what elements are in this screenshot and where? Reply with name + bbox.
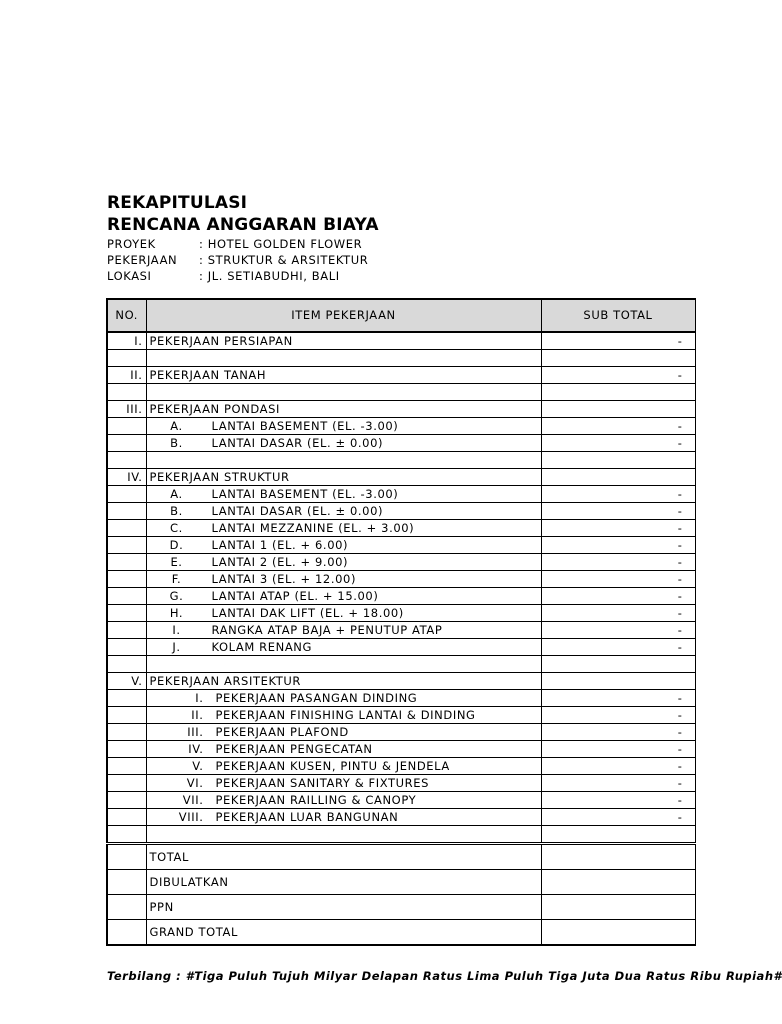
row-item bbox=[146, 826, 541, 844]
footer-number bbox=[107, 920, 146, 946]
row-subtotal: - bbox=[541, 332, 695, 350]
row-subtotal: - bbox=[541, 588, 695, 605]
sub-item-label: LANTAI ATAP (EL. + 15.00) bbox=[211, 588, 379, 603]
row-subtotal: - bbox=[541, 758, 695, 775]
table-row bbox=[107, 350, 695, 367]
row-number bbox=[107, 350, 146, 367]
sub-item-label: PEKERJAAN PLAFOND bbox=[215, 724, 349, 739]
sub-item-label: PEKERJAAN LUAR BANGUNAN bbox=[215, 809, 399, 824]
table-row bbox=[107, 588, 695, 605]
row-number: V. bbox=[107, 673, 146, 690]
row-item bbox=[146, 792, 541, 809]
footer-number bbox=[107, 895, 146, 920]
table-row bbox=[107, 537, 695, 554]
table-row bbox=[107, 520, 695, 537]
footer-value bbox=[541, 870, 695, 895]
footer-row bbox=[107, 920, 695, 946]
sub-item-label: LANTAI DASAR (EL. ± 0.00) bbox=[211, 435, 384, 450]
table-row bbox=[107, 332, 695, 350]
sub-item-code: C. bbox=[170, 520, 183, 535]
table-row bbox=[107, 809, 695, 826]
recap-table bbox=[106, 298, 696, 946]
table-row bbox=[107, 758, 695, 775]
footer-label: DIBULATKAN bbox=[146, 870, 541, 895]
row-number bbox=[107, 792, 146, 809]
table-row bbox=[107, 792, 695, 809]
table-body bbox=[107, 332, 695, 945]
sub-item-code: J. bbox=[172, 639, 181, 654]
row-subtotal bbox=[541, 401, 695, 418]
row-item bbox=[146, 435, 541, 452]
row-number bbox=[107, 724, 146, 741]
footer-row bbox=[107, 895, 695, 920]
sub-item-label: PEKERJAAN PASANGAN DINDING bbox=[215, 690, 418, 705]
row-item bbox=[146, 639, 541, 656]
row-number bbox=[107, 775, 146, 792]
table-row bbox=[107, 418, 695, 435]
info-value: : JL. SETIABUDHI, BALI bbox=[199, 269, 340, 283]
row-item: PEKERJAAN TANAH bbox=[146, 367, 541, 384]
table-row bbox=[107, 656, 695, 673]
row-item bbox=[146, 741, 541, 758]
row-number bbox=[107, 520, 146, 537]
sub-item-label: LANTAI BASEMENT (EL. -3.00) bbox=[211, 418, 399, 433]
row-subtotal: - bbox=[541, 741, 695, 758]
row-item bbox=[146, 758, 541, 775]
row-item bbox=[146, 656, 541, 673]
row-subtotal: - bbox=[541, 690, 695, 707]
row-item bbox=[146, 418, 541, 435]
row-subtotal bbox=[541, 673, 695, 690]
footer-row bbox=[107, 844, 695, 870]
info-label: PEKERJAAN bbox=[107, 253, 178, 267]
terbilang-text: Terbilang : #Tiga Puluh Tujuh Milyar Delapan Ratus Lima Puluh Tiga Juta Dua Ratus Ribu Rupiah# bbox=[107, 969, 782, 983]
row-subtotal: - bbox=[541, 707, 695, 724]
row-number: II. bbox=[107, 367, 146, 384]
info-value: : STRUKTUR & ARSITEKTUR bbox=[199, 253, 369, 267]
sub-item-code: V. bbox=[192, 758, 204, 773]
row-item bbox=[146, 537, 541, 554]
row-item bbox=[146, 554, 541, 571]
sub-item-code: A. bbox=[170, 418, 183, 433]
row-item bbox=[146, 520, 541, 537]
sub-item-label: LANTAI DAK LIFT (EL. + 18.00) bbox=[211, 605, 404, 620]
sub-item-code: III. bbox=[187, 724, 204, 739]
row-number bbox=[107, 452, 146, 469]
row-subtotal bbox=[541, 826, 695, 844]
table-row bbox=[107, 571, 695, 588]
footer-value bbox=[541, 920, 695, 946]
footer-number bbox=[107, 870, 146, 895]
row-subtotal: - bbox=[541, 537, 695, 554]
row-item bbox=[146, 707, 541, 724]
row-number bbox=[107, 809, 146, 826]
row-number bbox=[107, 639, 146, 656]
table-row bbox=[107, 486, 695, 503]
table-row bbox=[107, 367, 695, 384]
sub-item-label: LANTAI 3 (EL. + 12.00) bbox=[211, 571, 357, 586]
footer-label: GRAND TOTAL bbox=[146, 920, 541, 946]
sub-item-code: I. bbox=[172, 622, 181, 637]
table-header-row bbox=[107, 299, 695, 332]
sub-item-code: F. bbox=[171, 571, 182, 586]
footer-label: PPN bbox=[146, 895, 541, 920]
table-row bbox=[107, 673, 695, 690]
row-number bbox=[107, 707, 146, 724]
row-item bbox=[146, 724, 541, 741]
row-number bbox=[107, 435, 146, 452]
header-item: ITEM PEKERJAAN bbox=[146, 299, 541, 332]
table-row bbox=[107, 775, 695, 792]
info-label: PROYEK bbox=[107, 237, 156, 251]
document-subtitle: RENCANA ANGGARAN BIAYA bbox=[107, 215, 379, 235]
row-subtotal: - bbox=[541, 639, 695, 656]
table-row bbox=[107, 384, 695, 401]
row-subtotal bbox=[541, 350, 695, 367]
row-subtotal: - bbox=[541, 792, 695, 809]
table-row bbox=[107, 435, 695, 452]
row-number bbox=[107, 758, 146, 775]
row-subtotal: - bbox=[541, 571, 695, 588]
row-subtotal: - bbox=[541, 435, 695, 452]
row-subtotal: - bbox=[541, 622, 695, 639]
row-subtotal: - bbox=[541, 724, 695, 741]
table-row bbox=[107, 469, 695, 486]
row-number bbox=[107, 537, 146, 554]
row-subtotal bbox=[541, 656, 695, 673]
sub-item-code: E. bbox=[170, 554, 183, 569]
sub-item-label: PEKERJAAN KUSEN, PINTU & JENDELA bbox=[215, 758, 450, 773]
row-subtotal: - bbox=[541, 605, 695, 622]
row-number bbox=[107, 826, 146, 844]
sub-item-code: A. bbox=[170, 486, 183, 501]
header-no: NO. bbox=[107, 299, 146, 332]
info-value: : HOTEL GOLDEN FLOWER bbox=[199, 237, 363, 251]
row-item bbox=[146, 690, 541, 707]
row-number: IV. bbox=[107, 469, 146, 486]
row-subtotal: - bbox=[541, 418, 695, 435]
sub-item-code: VIII. bbox=[178, 809, 204, 824]
table-row bbox=[107, 452, 695, 469]
sub-item-code: VII. bbox=[182, 792, 204, 807]
table-row bbox=[107, 622, 695, 639]
info-row-pekerjaan bbox=[107, 253, 368, 267]
row-item bbox=[146, 452, 541, 469]
row-item bbox=[146, 809, 541, 826]
table-row bbox=[107, 724, 695, 741]
row-subtotal bbox=[541, 469, 695, 486]
row-item bbox=[146, 486, 541, 503]
sub-item-code: II. bbox=[191, 707, 204, 722]
row-item bbox=[146, 775, 541, 792]
sub-item-label: LANTAI 1 (EL. + 6.00) bbox=[211, 537, 349, 552]
table-row bbox=[107, 741, 695, 758]
sub-item-label: RANGKA ATAP BAJA + PENUTUP ATAP bbox=[211, 622, 443, 637]
row-number bbox=[107, 588, 146, 605]
row-subtotal: - bbox=[541, 520, 695, 537]
footer-value bbox=[541, 844, 695, 870]
sub-item-code: B. bbox=[170, 435, 183, 450]
sub-item-label: PEKERJAAN PENGECATAN bbox=[215, 741, 373, 756]
row-subtotal: - bbox=[541, 503, 695, 520]
row-number bbox=[107, 384, 146, 401]
row-item bbox=[146, 503, 541, 520]
sub-item-code: VI. bbox=[186, 775, 204, 790]
row-number bbox=[107, 741, 146, 758]
footer-value bbox=[541, 895, 695, 920]
row-number bbox=[107, 554, 146, 571]
row-item bbox=[146, 350, 541, 367]
row-item bbox=[146, 384, 541, 401]
row-number bbox=[107, 486, 146, 503]
sub-item-label: PEKERJAAN RAILLING & CANOPY bbox=[215, 792, 417, 807]
sub-item-label: LANTAI DASAR (EL. ± 0.00) bbox=[211, 503, 384, 518]
table-row bbox=[107, 503, 695, 520]
row-number bbox=[107, 605, 146, 622]
info-row-proyek bbox=[107, 237, 362, 251]
row-subtotal bbox=[541, 452, 695, 469]
row-number: I. bbox=[107, 332, 146, 350]
row-item bbox=[146, 605, 541, 622]
footer-number bbox=[107, 844, 146, 870]
row-subtotal bbox=[541, 384, 695, 401]
sub-item-label: PEKERJAAN FINISHING LANTAI & DINDING bbox=[215, 707, 476, 722]
row-item bbox=[146, 588, 541, 605]
footer-row bbox=[107, 870, 695, 895]
row-item: PEKERJAAN PONDASI bbox=[146, 401, 541, 418]
row-subtotal: - bbox=[541, 775, 695, 792]
sub-item-code: D. bbox=[169, 537, 184, 552]
table-row bbox=[107, 826, 695, 844]
row-number bbox=[107, 622, 146, 639]
table-row bbox=[107, 605, 695, 622]
row-item: PEKERJAAN STRUKTUR bbox=[146, 469, 541, 486]
sub-item-label: LANTAI 2 (EL. + 9.00) bbox=[211, 554, 349, 569]
table-row bbox=[107, 554, 695, 571]
sub-item-code: IV. bbox=[188, 741, 204, 756]
row-item bbox=[146, 622, 541, 639]
row-number bbox=[107, 571, 146, 588]
info-label: LOKASI bbox=[107, 269, 152, 283]
row-subtotal: - bbox=[541, 486, 695, 503]
sub-item-code: G. bbox=[169, 588, 184, 603]
sub-item-code: I. bbox=[195, 690, 204, 705]
row-subtotal: - bbox=[541, 367, 695, 384]
row-number bbox=[107, 690, 146, 707]
table-row bbox=[107, 690, 695, 707]
table-row bbox=[107, 401, 695, 418]
row-number: III. bbox=[107, 401, 146, 418]
row-subtotal: - bbox=[541, 809, 695, 826]
row-item: PEKERJAAN ARSITEKTUR bbox=[146, 673, 541, 690]
row-item: PEKERJAAN PERSIAPAN bbox=[146, 332, 541, 350]
document-title: REKAPITULASI bbox=[107, 193, 248, 213]
sub-item-code: B. bbox=[170, 503, 183, 518]
footer-label: TOTAL bbox=[146, 844, 541, 870]
sub-item-label: PEKERJAAN SANITARY & FIXTURES bbox=[215, 775, 430, 790]
row-item bbox=[146, 571, 541, 588]
table-row bbox=[107, 639, 695, 656]
header-subtotal: SUB TOTAL bbox=[541, 299, 695, 332]
info-row-lokasi bbox=[107, 269, 340, 283]
sub-item-label: LANTAI MEZZANINE (EL. + 3.00) bbox=[211, 520, 415, 535]
row-number bbox=[107, 418, 146, 435]
row-number bbox=[107, 656, 146, 673]
table-row bbox=[107, 707, 695, 724]
row-number bbox=[107, 503, 146, 520]
row-subtotal: - bbox=[541, 554, 695, 571]
sub-item-label: KOLAM RENANG bbox=[211, 639, 313, 654]
sub-item-code: H. bbox=[169, 605, 184, 620]
sub-item-label: LANTAI BASEMENT (EL. -3.00) bbox=[211, 486, 399, 501]
